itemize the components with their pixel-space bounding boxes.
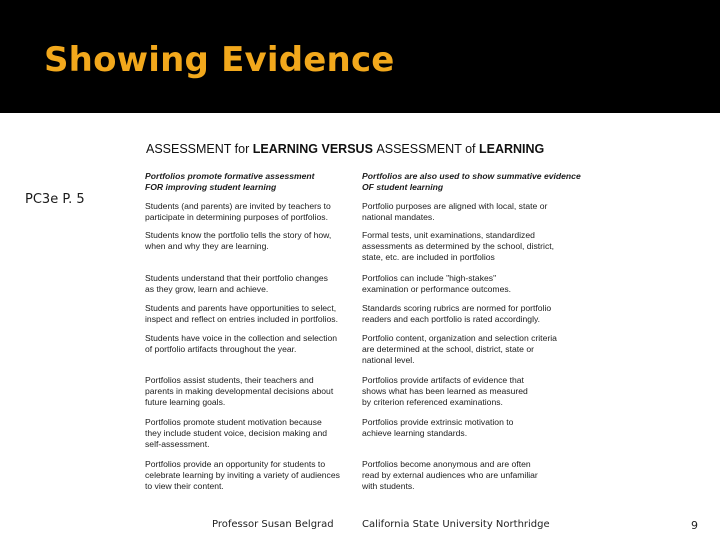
text-line: as they grow, learn and achieve. bbox=[145, 284, 269, 295]
text-line: FOR improving student learning bbox=[145, 182, 277, 193]
header-left-cell bbox=[145, 171, 315, 193]
text-line: participate in determining purposes of portfolios. bbox=[145, 212, 328, 223]
text-line: Students (and parents) are invited by teachers to bbox=[145, 201, 331, 211]
table-title-part: ASSESSMENT for bbox=[146, 142, 253, 156]
table-title bbox=[146, 142, 544, 156]
table-title-part: LEARNING bbox=[478, 142, 545, 156]
row-8-right-cell bbox=[362, 459, 538, 493]
row-3-right-cell bbox=[362, 273, 511, 295]
text-line: are determined at the school, district, state or bbox=[362, 344, 534, 355]
row-8-left-cell bbox=[145, 459, 340, 493]
text-line: Portfolios provide extrinsic motivation to bbox=[362, 417, 514, 427]
text-line: Students know the portfolio tells the story of how, bbox=[145, 230, 332, 240]
text-line: Portfolios can include "high-stakes" bbox=[362, 273, 497, 283]
text-line: Portfolios provide an opportunity for students to bbox=[145, 459, 326, 469]
text-line: Portfolio content, organization and selection criteria bbox=[362, 333, 557, 343]
row-4-left-cell bbox=[145, 303, 338, 325]
text-line: by criterion referenced examinations. bbox=[362, 397, 503, 408]
text-line: Formal tests, unit examinations, standardized bbox=[362, 230, 535, 240]
row-3-left-cell bbox=[145, 273, 328, 295]
text-line: to view their content. bbox=[145, 481, 224, 492]
text-line: OF student learning bbox=[362, 182, 444, 193]
row-7-left-cell bbox=[145, 417, 327, 451]
text-line: Portfolio purposes are aligned with local, state or bbox=[362, 201, 548, 211]
footer-institution: California State University Northridge bbox=[362, 519, 550, 530]
text-line: parents in making developmental decisions about bbox=[145, 386, 334, 397]
row-5-left-cell bbox=[145, 333, 337, 355]
text-line: self-assessment. bbox=[145, 439, 210, 450]
text-line: shows what has been learned as measured bbox=[362, 386, 528, 397]
row-1-left-cell bbox=[145, 201, 331, 223]
table-title-part: LEARNING VERSUS bbox=[252, 142, 377, 156]
text-line: Students and parents have opportunities to select, bbox=[145, 303, 337, 313]
text-line: they include student voice, decision making and bbox=[145, 428, 328, 439]
text-line: Students understand that their portfolio changes bbox=[145, 273, 328, 283]
text-line: Portfolios promote student motivation because bbox=[145, 417, 322, 427]
row-7-right-cell bbox=[362, 417, 513, 439]
table-title-part: ASSESSMENT of bbox=[376, 142, 479, 156]
text-line: Portfolios assist students, their teachers and bbox=[145, 375, 314, 385]
text-line: national level. bbox=[362, 355, 415, 366]
row-6-right-cell bbox=[362, 375, 528, 409]
row-4-right-cell bbox=[362, 303, 551, 325]
text-line: Portfolios provide artifacts of evidence that bbox=[362, 375, 524, 385]
title-bar bbox=[0, 0, 720, 113]
text-line: inspect and reflect on entries included in portfolios. bbox=[145, 314, 338, 325]
header-right-cell bbox=[362, 171, 581, 193]
text-line: readers and each portfolio is rated accordingly. bbox=[362, 314, 541, 325]
text-line: of portfolio artifacts throughout the year. bbox=[145, 344, 297, 355]
text-line: Students have voice in the collection and selection bbox=[145, 333, 338, 343]
text-line: Portfolios become anonymous and are often bbox=[362, 459, 531, 469]
row-2-left-cell bbox=[145, 230, 331, 252]
row-1-right-cell bbox=[362, 201, 547, 223]
text-line: assessments as determined by the school, district, bbox=[362, 241, 555, 252]
row-2-right-cell bbox=[362, 230, 554, 264]
text-line: read by external audiences who are unfamiliar bbox=[362, 470, 538, 481]
slide-title: Showing Evidence bbox=[44, 40, 395, 80]
text-line: Portfolios promote formative assessment bbox=[145, 171, 315, 181]
text-line: with students. bbox=[362, 481, 415, 492]
row-5-right-cell bbox=[362, 333, 557, 367]
text-line: future learning goals. bbox=[145, 397, 226, 408]
text-line: Portfolios are also used to show summative evidence bbox=[362, 171, 581, 181]
text-line: examination or performance outcomes. bbox=[362, 284, 512, 295]
text-line: celebrate learning by inviting a variety of audiences bbox=[145, 470, 340, 481]
text-line: Standards scoring rubrics are normed for portfolio bbox=[362, 303, 552, 313]
footer-author: Professor Susan Belgrad bbox=[212, 519, 334, 530]
page-number: 9 bbox=[691, 519, 698, 532]
text-line: state, etc. are included in portfolios bbox=[362, 252, 495, 263]
text-line: when and why they are learning. bbox=[145, 241, 269, 252]
row-6-left-cell bbox=[145, 375, 333, 409]
text-line: national mandates. bbox=[362, 212, 435, 223]
text-line: achieve learning standards. bbox=[362, 428, 468, 439]
page-reference: PC3e P. 5 bbox=[25, 192, 85, 207]
